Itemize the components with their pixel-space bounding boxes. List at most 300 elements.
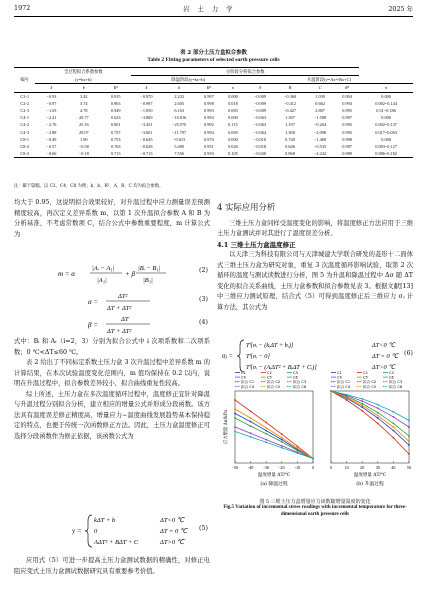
eq3-number: (3)	[199, 296, 208, 303]
data-point	[250, 410, 252, 412]
paragraph: 式中：Bᵢ 和 Aᵢ（i=2，3）分别为拟合公式中 i 次项系数和二次项系数；0 ℃<ΔT≤60 ℃。	[14, 338, 210, 356]
table-cell: 0.998	[342, 136, 352, 142]
x-tick-label: -10	[294, 465, 301, 470]
legend-entry: C6	[293, 375, 298, 380]
table-cell: 0.017~0.063	[375, 129, 397, 135]
table-cell: −0.360	[283, 93, 297, 99]
running-header	[14, 4, 413, 17]
data-point	[408, 420, 410, 422]
table-row	[14, 92, 413, 100]
table-cell: −0.58	[78, 144, 89, 150]
table-row	[14, 114, 413, 121]
eq3-lhs: α =	[88, 298, 99, 306]
eq5-case3: AΔT² + BΔT + C	[94, 539, 139, 546]
table-row	[14, 100, 413, 107]
table-cell: 0.018	[228, 100, 238, 106]
table-cell: 2.232	[174, 93, 184, 99]
data-point	[250, 432, 252, 434]
column-header-row	[14, 84, 413, 92]
eq3-den: ΔT + ΔT²	[107, 305, 132, 312]
legend-entry: C2	[363, 371, 368, 375]
legend-entry: C3	[293, 371, 298, 375]
eq6-cond2: ΔT = 0 ℃	[372, 353, 399, 360]
eq6-lhs: σⱼ =	[222, 352, 234, 360]
data-point	[250, 425, 252, 427]
table-row	[14, 129, 413, 136]
table-cell: 25.16	[78, 122, 89, 128]
table-cell: −4.242	[305, 150, 335, 158]
data-point	[346, 394, 348, 396]
x-tick-label: -20	[279, 465, 285, 470]
data-point	[250, 417, 252, 419]
x-tick-label: 40	[391, 465, 396, 470]
table-row	[14, 121, 413, 128]
table-cell: 0.083	[228, 108, 238, 114]
col-header: n	[359, 84, 413, 92]
legend-entry: 拟合 C3	[293, 380, 307, 385]
table-cell: 0.997	[342, 115, 352, 121]
left-column-end	[14, 556, 210, 577]
paragraph: 以天津三为科技有限公司与天津城建大学联合研发的菱形十二面体式三维土压力盒为研究对象，重复 3 次温度循环影响试验，取第 2 次循环的温度与测试读数进行分析，图 5 为升温和降温过程中 Δσ 随 ΔT 变化的拟合关系曲线，土压力盒参数和拟合参数见表 3。根据文献[13]中三维应力测试原理，结合式（5）可得到温度修正后三维应力 σⱼ 计算方法，其公式为	[217, 251, 413, 311]
data-point	[281, 439, 283, 441]
eq5-cond2: ΔT = 0 ℃	[160, 528, 188, 535]
eq3-num: ΔT²	[118, 293, 128, 300]
legend-entry: 拟合 C2	[363, 380, 377, 385]
table-cell: −0.009	[253, 100, 266, 106]
table-cell: −1.03	[46, 108, 57, 114]
x-tick-label: -50	[232, 465, 238, 470]
paragraph: 三维土压力盒同样受温度变化的影响，将温度修正方法应用于三维土压力盒测试并对其进行了温度误差分析。	[217, 219, 413, 237]
data-point	[297, 450, 299, 452]
subfigure-label: (a) 降温过程	[260, 482, 288, 487]
data-point	[234, 413, 236, 415]
table-cell: 0.713	[100, 150, 131, 158]
table-cell: 0.026	[228, 144, 238, 150]
table-cell: 0.994	[204, 115, 214, 121]
legend-entry: C3	[389, 371, 394, 375]
table-cell: 0.086~0.182	[359, 150, 413, 158]
data-point	[297, 447, 299, 449]
col-header: A	[245, 84, 275, 92]
table-cell: −3.869	[140, 115, 153, 121]
table-cell: 0.740	[285, 136, 295, 142]
eq4-number: (4)	[199, 319, 208, 326]
data-point	[281, 441, 283, 443]
legend-entry: 拟合 C4	[241, 384, 255, 389]
table-cell: −2.41	[46, 115, 57, 121]
cell-id: C4-3	[20, 129, 29, 135]
right-column	[217, 198, 413, 313]
table-cell: −0.015	[173, 136, 186, 142]
table-row	[14, 143, 413, 150]
series-line	[235, 414, 313, 459]
table-cell: 0.763	[110, 144, 121, 150]
col-header: b	[161, 84, 196, 92]
group1-title: 全过程拟合系数参数	[35, 68, 131, 76]
col-header: R²	[335, 84, 359, 92]
data-point	[234, 431, 236, 433]
table-cell: 0.000	[381, 136, 391, 142]
fitting-parameters-table	[14, 67, 413, 158]
equation-4	[88, 313, 158, 339]
table-cell: 0.801	[110, 122, 121, 128]
figure-caption-en: Fig.5 Variation of incremental stress readings with incremental temperature for three-dimensional earth pressure cells	[223, 505, 407, 517]
table-row	[14, 136, 413, 143]
data-point	[393, 423, 395, 425]
table-cell: 20.77	[78, 115, 89, 121]
data-point	[361, 405, 363, 407]
table-cell: −0.93	[46, 93, 57, 99]
eq2-lhs: m = α	[58, 270, 75, 278]
data-point	[408, 444, 410, 446]
table-cell: 0.623	[110, 115, 121, 121]
data-point	[393, 411, 395, 413]
table-cell: 1.300	[285, 129, 295, 135]
legend-entry: C1	[241, 371, 246, 375]
data-point	[361, 410, 363, 412]
table-cell: 6.163	[174, 108, 184, 114]
x-tick-label: 10	[344, 465, 349, 470]
table-cell: 0.994	[342, 100, 352, 106]
x-axis-label: 温度增量 ΔT/℃	[353, 473, 387, 478]
data-point	[281, 445, 283, 447]
x-axis-label: 温度增量 ΔT/℃	[257, 473, 291, 478]
group2b-title: 升温阶段(y=Ax²+Bx+C)	[245, 76, 413, 84]
data-point	[265, 441, 267, 443]
table-cell: −10.816	[172, 115, 187, 121]
table-cell: 0.002~0.137	[375, 122, 397, 128]
table-cell: 0.992	[204, 122, 214, 128]
table-cell: 0.915	[110, 93, 121, 99]
table-cell: 3.42	[80, 93, 88, 99]
table-cell: 0.963	[110, 100, 121, 106]
legend-entry: 拟合 C5	[267, 384, 281, 389]
table-cell: −2.88	[46, 129, 57, 135]
table-cell: 0.951	[204, 144, 214, 150]
table-cell: −0.412	[283, 100, 297, 106]
table-cell: −0.18	[68, 150, 100, 158]
section-heading: 4 实际应用分析	[217, 202, 276, 212]
series-line	[331, 391, 409, 454]
left-column	[14, 198, 210, 240]
data-point	[330, 390, 332, 392]
table-body	[14, 92, 413, 158]
table-cell: 0.987	[342, 144, 352, 150]
figure-5-chart	[223, 369, 413, 489]
cell-id: C4-1	[20, 115, 29, 121]
table-cell: −0.018	[253, 136, 266, 142]
table-cell: −0.628	[140, 144, 153, 150]
data-point	[393, 437, 395, 439]
table-cell: −0.535	[314, 144, 327, 150]
x-tick-label: 50	[406, 465, 412, 470]
table-cell: 4.78	[80, 108, 88, 114]
legend-entry: C2	[267, 371, 272, 375]
table-cell: 0.000	[228, 136, 238, 142]
y-axis-label: 应力增量 Δσ/kPa	[224, 410, 229, 444]
data-point	[393, 426, 395, 428]
table-cell: −2.76	[46, 122, 57, 128]
eq5-lhs: y =	[72, 527, 82, 535]
table-cell: −0.49	[46, 136, 57, 142]
table-cell: 0.989	[335, 150, 359, 158]
equation-5	[72, 513, 197, 551]
eq2-den2: |B₁|	[143, 277, 153, 284]
series-line	[235, 409, 313, 459]
legend-entry: 拟合 C1	[337, 380, 351, 385]
data-point	[265, 439, 267, 441]
data-point	[265, 427, 267, 429]
journal-name: 岩 土 力 学	[182, 5, 236, 13]
data-point	[393, 416, 395, 418]
data-point	[265, 433, 267, 435]
data-point	[377, 407, 379, 409]
col-id-header: 编号	[14, 68, 35, 93]
data-point	[265, 422, 267, 424]
data-point	[234, 399, 236, 401]
table-title-en: Table 2 Fitting parameters of selected earth pressure cells	[147, 57, 280, 63]
table-cell: 0.993	[204, 108, 214, 114]
table-cell: 0.995	[342, 108, 352, 114]
eq6-row3: Tˡ[σᵢ − (AᵢΔT² + BᵢΔT + Cᵢ)]	[246, 364, 317, 371]
table-cell: 0.069	[228, 129, 238, 135]
table-cell: −0.020	[245, 150, 275, 158]
table-cell: −1.588	[314, 115, 327, 121]
table-cell: 0.995	[342, 122, 352, 128]
series-line	[331, 391, 409, 445]
table-caption	[0, 50, 427, 64]
eq2-num2: |Bᵢ − B₁|	[138, 265, 161, 272]
subsection-heading: 4.1 三维土压力盒温度修正	[217, 240, 296, 249]
eq5-cond1: ΔT<0 ℃	[160, 517, 184, 524]
equation-2-svg	[58, 261, 168, 287]
data-point	[346, 397, 348, 399]
table-cell: −2.098	[314, 129, 327, 135]
table-cell: 0.753	[110, 136, 121, 142]
table-cell: 0.000	[381, 93, 391, 99]
table-cell: 29.07	[78, 129, 89, 135]
table-cell: 0.997	[204, 93, 214, 99]
table-cell: 5.490	[174, 144, 184, 150]
legend-entry: 拟合 C3	[389, 380, 403, 385]
x-tick-label: -40	[247, 465, 254, 470]
col-header: R²	[197, 84, 221, 92]
legend-entry: 拟合 C4	[337, 384, 351, 389]
table-cell: 1.90	[80, 136, 88, 142]
figure-caption	[217, 499, 413, 518]
eq4-num: ΔT	[121, 316, 129, 323]
data-point	[393, 430, 395, 432]
paragraph: 均大于 0.95，这说明拟合效果较好，对升温过程中应力测量误差预测精度较高，再次定义差异系数 m，以第 1 次升温拟合参数 A 和 B 为分析基准，不考虑常数项 C，结合公式中参数重要程度，m 计算公式为	[14, 199, 210, 238]
data-point	[234, 426, 236, 428]
data-point	[250, 421, 252, 423]
group1-formula: (y=kx+b)	[35, 76, 131, 84]
journal-year: 2025 年	[388, 5, 413, 13]
table-cell: 2.605	[174, 100, 184, 106]
col-header: n	[221, 84, 245, 92]
cell-id: C8-2	[20, 144, 29, 150]
table-cell: 0.868	[275, 150, 305, 158]
data-point	[265, 430, 267, 432]
x-tick-label: 0	[311, 465, 315, 470]
table-cell: 0.976	[204, 136, 214, 142]
data-point	[281, 447, 283, 449]
table-cell: 0.000	[228, 115, 238, 121]
data-point	[281, 433, 283, 435]
page-number: 1972	[14, 4, 31, 12]
eq2-number: (2)	[199, 267, 208, 274]
table-cell: 1.197	[285, 122, 295, 128]
legend-entry: C5	[267, 375, 272, 380]
data-point	[297, 452, 299, 454]
table-cell: 1.039	[315, 93, 325, 99]
legend-entry: C4	[241, 375, 246, 380]
table-cell: 1.387	[285, 115, 295, 121]
table-cell: 0.105	[221, 150, 245, 158]
table-cell: −1.050	[140, 108, 153, 114]
legend-entry: C4	[337, 375, 342, 380]
col-header: k	[35, 84, 67, 92]
table-cell: −25.570	[172, 122, 187, 128]
table-cell: −0.427	[283, 108, 297, 114]
data-point	[361, 406, 363, 408]
table-cell: 0.950	[197, 150, 221, 158]
table-cell: −0.970	[140, 93, 153, 99]
legend-entry: C5	[363, 375, 368, 380]
data-point	[377, 423, 379, 425]
eq6-row2: Tˡ[σᵢ − 0]	[246, 353, 270, 360]
table-cell: 0.994	[342, 93, 352, 99]
data-point	[361, 398, 363, 400]
legend-entry: 拟合 C5	[363, 384, 377, 389]
paragraph: 应用式（5）可进一步提高土压力盒测试数据的精确性，对修正电阻应变式土压力盒测试数据研究具有重要参考价值。	[14, 557, 210, 575]
eq6-number: (6)	[404, 350, 413, 357]
table-cell: 0.998	[204, 100, 214, 106]
table-cell: −0.57	[46, 144, 57, 150]
data-point	[408, 453, 410, 455]
paragraph: 综上所述，土压力盒在多次温度循环过程中，温度修正宜针对降温与升温过程分别拟合分析，建立相应的增量公式并形成分段函数。该方法具有温度误差修正精度高，增量应力−温度曲线发展趋势基本保持稳定的特点，也便于传统一次函数修正方法。因此，土压力盒温度修正可选择分段函数作为修正依据，该函数公式为	[14, 390, 210, 440]
table-cell: −0.064	[253, 129, 266, 135]
table-cell: −0.987	[140, 100, 153, 106]
table-cell: −0.713	[131, 150, 161, 158]
eq5-case2: 0	[94, 528, 98, 535]
data-point	[377, 415, 379, 417]
data-point	[297, 445, 299, 447]
subfigure-label: (b) 升温过程	[356, 482, 384, 487]
table-cell: −11.797	[172, 129, 187, 135]
table-cell: −0.66	[35, 150, 67, 158]
eq5-case1: kΔT + b	[94, 517, 116, 524]
data-point	[361, 400, 363, 402]
left-column-cont	[14, 337, 210, 442]
legend-entry: 拟合 C1	[241, 380, 255, 385]
group2-title: 分阶段分析拟合参数	[131, 68, 359, 76]
x-tick-label: 20	[360, 465, 365, 470]
x-tick-label: 0	[329, 465, 333, 470]
table-cell: 0.000	[381, 115, 391, 121]
table-cell: −1.468	[314, 136, 327, 142]
legend-entry: 拟合 C6	[293, 384, 307, 389]
data-point	[346, 399, 348, 401]
data-point	[377, 404, 379, 406]
table-cell: 0.994	[204, 129, 214, 135]
data-point	[377, 412, 379, 414]
cell-id: C8-1	[20, 136, 29, 142]
group2a-title: 降温阶段(y=kx+b)	[131, 76, 245, 84]
svg-text:+ β: + β	[125, 270, 135, 278]
col-header: B	[275, 84, 305, 92]
table-cell: 0.003~0.127	[375, 144, 397, 150]
table-cell: 0.949	[110, 108, 121, 114]
table-cell: 2.807	[315, 108, 325, 114]
legend-entry: C1	[337, 371, 342, 375]
col-header: k	[131, 84, 161, 92]
col-header: b	[68, 84, 100, 92]
data-point	[361, 403, 363, 405]
cell-id: C2-3	[20, 108, 29, 114]
table-cell: 0.002~0.144	[375, 100, 397, 106]
table-note: 注：Ⅲ于篇幅，以 C2、C4、C8 为例；k、b、R²、A、B、C 均为拟合参数。	[14, 184, 164, 189]
data-point	[234, 417, 236, 419]
series-line	[235, 418, 313, 459]
data-point	[408, 435, 410, 437]
table-cell: −0.009	[253, 108, 266, 114]
eq2-den1: |A₁|	[97, 277, 107, 284]
paragraph: 表 2 给出了不同标定系数土压力盒 3 次升温过程中差异系数 m 的计算结果，在本次试验温度变化范围内，m 值均保持在 0.2 以内，说明在升温过程中，拟合参数差异较小，拟合曲线重复性较高。	[14, 359, 210, 387]
eq6-cond3: ΔT>0 ℃	[372, 364, 396, 371]
legend-entry: C6	[389, 375, 394, 380]
eq5-number: (5)	[199, 525, 208, 532]
table-cell: 0.757	[110, 129, 121, 135]
eq4-lhs: β =	[88, 321, 98, 329]
eq4-den: ΔT + ΔT²	[107, 328, 132, 335]
table-cell: −0.97	[46, 100, 57, 106]
cell-id: C4-2	[20, 122, 29, 128]
cell-id: C2-2	[20, 100, 29, 106]
table-cell: −0.063	[253, 115, 266, 121]
series-line	[235, 427, 313, 459]
table-cell: −0.009	[253, 93, 266, 99]
x-tick-label: 30	[375, 465, 380, 470]
table-cell: −0.018	[253, 144, 266, 150]
series-line	[235, 400, 313, 459]
table-cell: 0.115	[228, 122, 238, 128]
table-cell: 7.556	[161, 150, 196, 158]
table-cell: 0.000	[228, 93, 238, 99]
table-title-cn: 表 2 部分土压力盒拟合参数	[180, 50, 247, 56]
col-header: R²	[100, 84, 131, 92]
table-cell: 0.646	[285, 144, 295, 150]
data-point	[281, 437, 283, 439]
table-cell: −3.431	[140, 122, 153, 128]
col-header: C	[305, 84, 335, 92]
data-point	[408, 426, 410, 428]
table-row	[14, 107, 413, 114]
data-point	[234, 408, 236, 410]
cell-id: C2-1	[20, 93, 29, 99]
eq6-row1: Tˡ[σᵢ − (kᵢΔT + bᵢ)]	[246, 342, 294, 349]
table-cell: −0.063	[253, 122, 266, 128]
legend-entry: 拟合 C6	[389, 384, 403, 389]
data-point	[377, 417, 379, 419]
eq5-cond3: ΔT>0 ℃	[160, 539, 184, 546]
eq2-num1: |Aᵢ − A₁|	[92, 265, 115, 272]
table-cell: −3.601	[140, 129, 153, 135]
table-cell: −0.264	[314, 122, 327, 128]
data-point	[312, 458, 314, 460]
cell-id: C8-3	[14, 150, 35, 158]
data-point	[408, 441, 410, 443]
